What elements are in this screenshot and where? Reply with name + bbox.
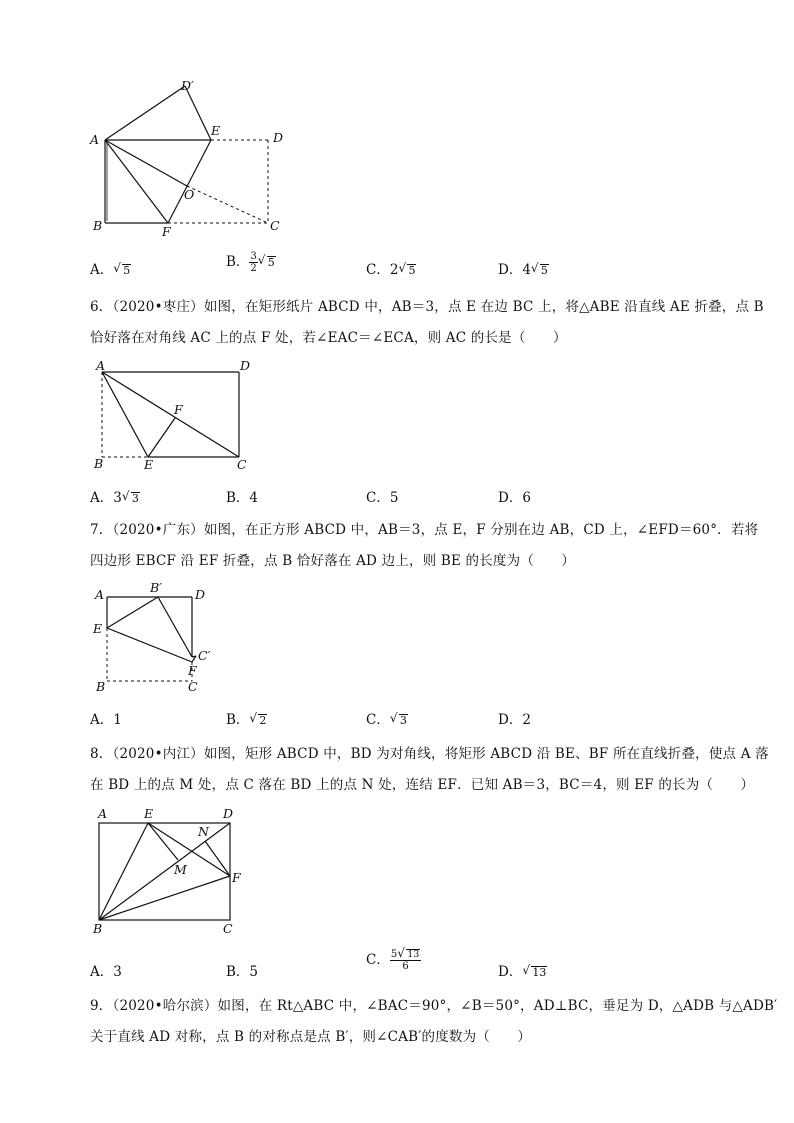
q8-label-F: F [232, 870, 241, 885]
q6-text-line2: 恰好落在对角线 AC 上的点 F 处，若∠EAC＝∠ECA，则 AC 的长是（ ） [90, 330, 567, 346]
q6-option-b[interactable]: B．4 [226, 490, 259, 506]
q6-label-F: F [174, 402, 183, 417]
q6-label-C: C [237, 457, 247, 472]
q7-label-E: E [93, 621, 103, 636]
q6-label-E: E [144, 457, 154, 472]
q5-option-d[interactable]: D．4√ 5 [498, 258, 549, 278]
q8-text-line2: 在 BD 上的点 M 处，点 C 落在 BD 上的点 N 处，连结 EF．已知 AB＝3，BC＝4，则 EF 的长为（ ） [90, 777, 755, 793]
q6-text-line1: 6．（2020•枣庄）如图，在矩形纸片 ABCD 中，AB＝3，点 E 在边 BC 上，将△ABE 沿直线 AE 折叠，点 B [90, 299, 764, 315]
q8-label-C: C [223, 921, 233, 936]
q9-text-line2: 关于直线 AD 对称，点 B 的对称点是点 B′，则∠CAB′的度数为（ ） [90, 1029, 532, 1045]
q8-label-A: A [98, 806, 108, 821]
q5-option-b[interactable]: B． $\frac{3}{2}$ √ 5 [226, 250, 276, 274]
q5-label-C: C [270, 218, 280, 233]
q8-label-E: E [144, 806, 154, 821]
q7-label-F: F [188, 663, 197, 678]
q8-option-b[interactable]: B．5 [226, 964, 259, 980]
q8-label-M: M [174, 862, 187, 877]
q7-label-A: A [95, 587, 105, 602]
q7-text-line1: 7．（2020•广东）如图，在正方形 ABCD 中，AB＝3，点 E，F 分别在边 AB，CD 上，∠EFD＝60°．若将 [90, 522, 759, 538]
q6-label-A: A [96, 358, 106, 373]
q8-figure [88, 804, 258, 939]
q7-label-Cp: C′ [198, 648, 211, 663]
q7-option-b[interactable]: B．√ 2 [226, 708, 267, 728]
q5-figure [85, 78, 295, 238]
q8-option-d[interactable]: D．√ 13 [498, 960, 547, 980]
q5-label-O: O [184, 187, 195, 202]
q6-figure [88, 358, 263, 473]
q7-option-c[interactable]: C．√ 3 [366, 708, 408, 728]
q7-option-a[interactable]: A．1 [90, 712, 122, 728]
q7-text-line2: 四边形 EBCF 沿 EF 折叠，点 B 恰好落在 AD 边上，则 BE 的长度为（ ） [90, 553, 576, 569]
q5-option-a[interactable]: A．√ 5 [90, 258, 131, 278]
q7-figure [88, 580, 223, 695]
q7-option-d[interactable]: D．2 [498, 712, 531, 728]
q5-label-F: F [162, 224, 171, 238]
q5-label-Dp: D′ [181, 78, 194, 93]
q5-label-E: E [211, 123, 221, 138]
q8-label-B: B [93, 921, 103, 936]
q7-label-B: B [96, 679, 106, 694]
q5-label-A: A [90, 132, 100, 147]
q8-label-D: D [223, 806, 234, 821]
q6-option-c[interactable]: C．5 [366, 490, 399, 506]
q6-option-a[interactable]: A．3√ 3 [90, 486, 140, 506]
q7-label-Bp: B′ [150, 580, 163, 595]
q5-option-c[interactable]: C．2√ 5 [366, 258, 416, 278]
q8-option-c[interactable]: C． $\frac{5√ 13}{6}$ [366, 948, 421, 972]
q7-label-C: C [188, 679, 198, 694]
q9-text-line1: 9．（2020•哈尔滨）如图，在 Rt△ABC 中，∠BAC＝90°，∠B＝50°，AD⊥BC，垂足为 D，△ADB 与△ADB′ [90, 998, 778, 1014]
q8-option-a[interactable]: A．3 [90, 964, 122, 980]
q6-label-B: B [94, 456, 104, 471]
q5-label-B: B [93, 218, 103, 233]
q8-text-line1: 8．（2020•内江）如图，矩形 ABCD 中，BD 为对角线，将矩形 ABCD 沿 BE、BF 所在直线折叠，使点 A 落 [90, 746, 769, 762]
q8-label-N: N [198, 824, 209, 839]
q6-option-d[interactable]: D．6 [498, 490, 531, 506]
q7-label-D: D [195, 587, 206, 602]
q6-label-D: D [240, 358, 251, 373]
q5-label-D: D [273, 130, 284, 145]
